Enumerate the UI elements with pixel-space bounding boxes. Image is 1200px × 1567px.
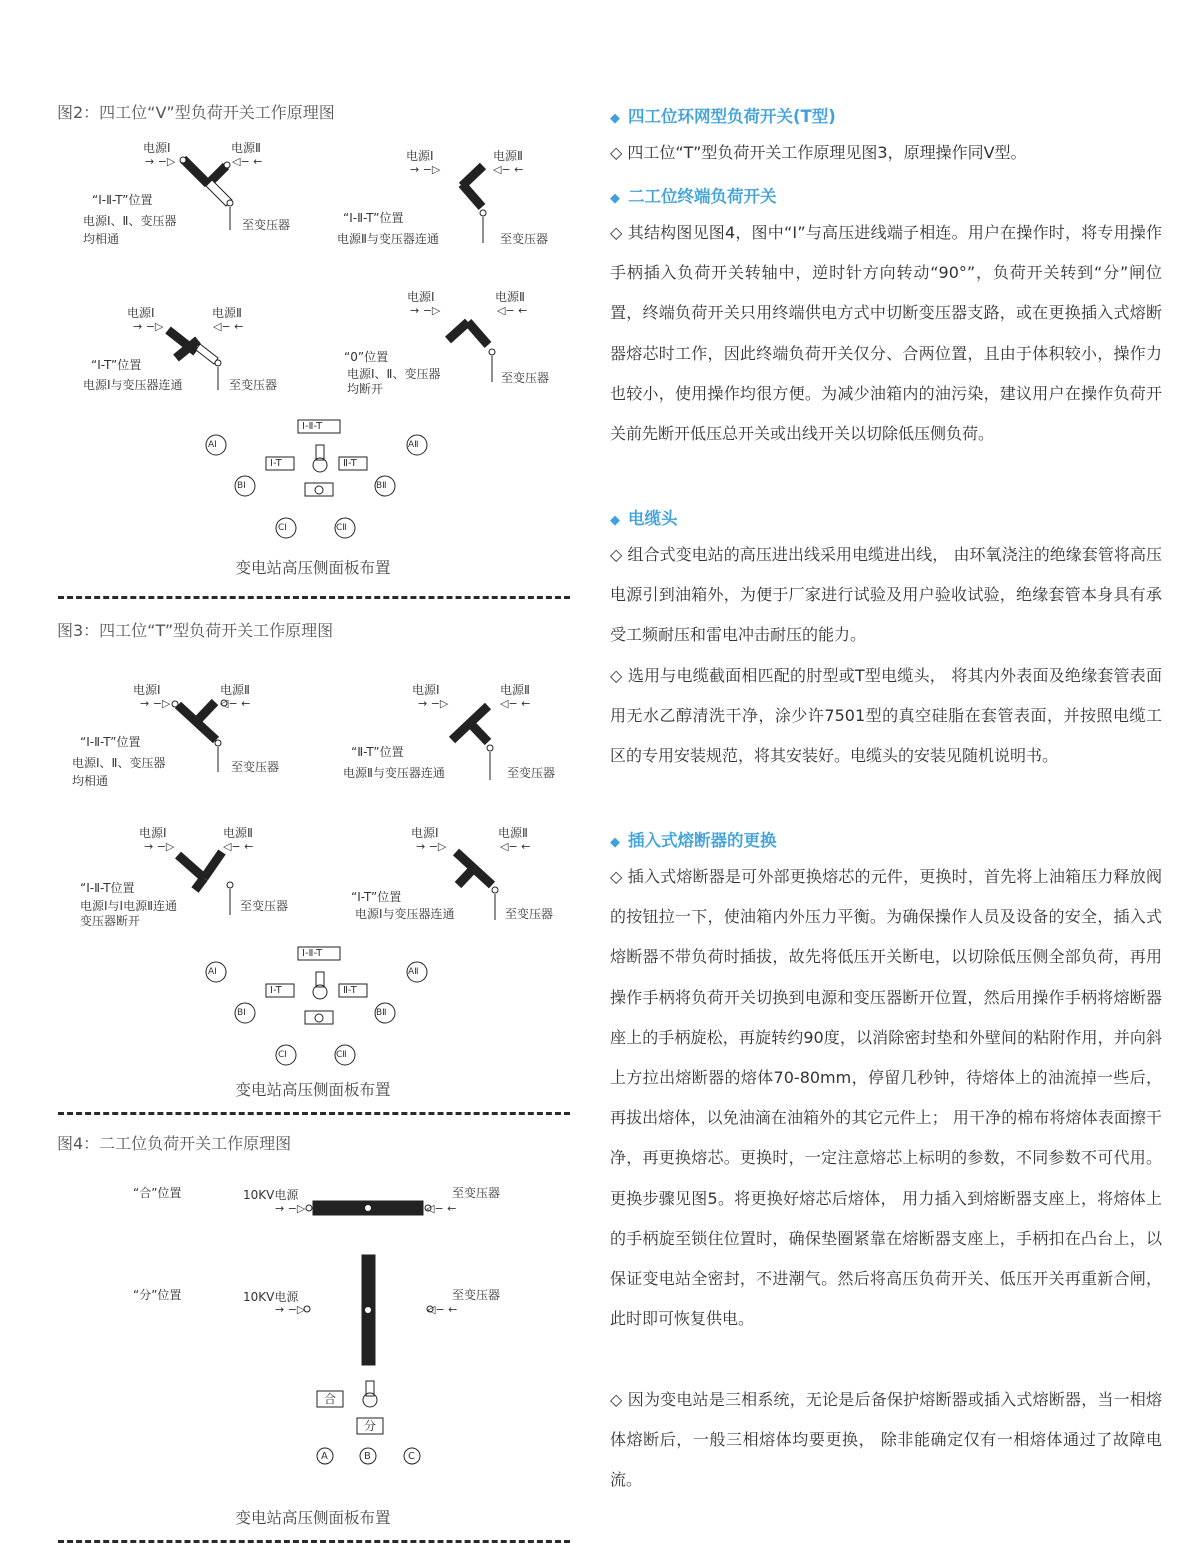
fig2-s4-src2: 电源Ⅱ [495,290,525,304]
fig2-panel-b2: BⅡ [376,481,387,491]
fig4-closed-pos: “合”位置 [133,1186,182,1200]
fig4-panel-a: A [321,1451,328,1462]
paragraph-cable-1-text: ◇ 组合式变电站的高压进出线采用电缆进出线， 由环氧浇注的绝缘套管将高压电源引到油箱外，为便于厂家进行试验及用户验收试验，绝缘套管本身具有承受工频耐压和雷电冲击耐压的能力。 [610,545,1162,645]
fig2-s4-arrow-in: → −▷ [410,304,441,317]
fig4-open-switch [304,1255,433,1365]
fig4-closed-arrow-out: ◁− ← [426,1202,457,1215]
diamond-icon: ◆ [610,191,620,206]
fig3-s3-line1: “Ⅰ-Ⅱ-T位置 [80,881,135,895]
fig2-s4-line3: 均断开 [347,382,384,396]
fig4-open-pos: “分”位置 [133,1288,182,1302]
paragraph-fuse-2 [610,1380,1162,1501]
paragraph-t-type [610,133,1162,173]
fig4-open-arrow-out: ◁− ← [427,1303,458,1316]
fig3-panel-b1: BⅠ [237,1008,246,1018]
fig2-state4-switch [448,322,495,382]
fig2-panel-caption: 变电站高压侧面板布置 [235,559,391,577]
fig3-s2-arrow-in: → −▷ [418,697,449,710]
paragraph-terminal-switch [610,213,1162,454]
fig3-s1-arrow-out: ◁− ← [220,697,251,710]
heading-cable-head [610,505,678,529]
fig3-s1-to: 至变压器 [231,760,280,774]
fig2-s1-arrow-in: → −▷ [145,155,176,168]
paragraph-fuse-1 [610,857,1162,1339]
fig4-closed-to: 至变压器 [452,1186,501,1200]
heading-fuse-replace-text: 插入式熔断器的更换 [628,831,777,850]
fig4-panel-b: B [364,1451,371,1462]
heading-ring-main-switch-text: 四工位环网型负荷开关(T型) [628,107,836,126]
fig2-state1-switch [180,157,233,230]
divider-3 [58,1540,570,1543]
fig4-panel-c: C [408,1451,415,1462]
fig4-panel-he: 合 [324,1392,337,1406]
fig3-s4-src2: 电源Ⅱ [498,826,528,840]
diamond-icon: ◆ [610,513,620,528]
fig4-panel-caption: 变电站高压侧面板布置 [235,1509,391,1527]
fig2-s2-src2: 电源Ⅱ [493,149,523,163]
fig2-s4-line2: 电源Ⅰ、Ⅱ、变压器 [347,367,441,381]
fig2-s4-src1: 电源Ⅰ [407,290,435,304]
fig3-s1-line1: “Ⅰ-Ⅱ-T”位置 [80,735,141,749]
fig3-panel-c1: CⅠ [278,1050,287,1060]
fig2-s3-arrow-out: ◁− ← [213,320,244,333]
fig2-s1-src1: 电源Ⅰ [143,141,171,155]
fig3-panel-top: Ⅰ-Ⅱ-T [302,948,323,959]
fig3-state2-switch [452,706,493,780]
fig4-open-src: 10KV电源 [243,1290,299,1304]
paragraph-t-type-text: ◇ 四工位“T”型负荷开关工作原理见图3，原理操作同V型。 [610,143,1027,162]
fig2-s3-line2: 电源Ⅰ与变压器连通 [83,378,183,392]
fig3-s4-to: 至变压器 [505,907,554,921]
fig2-s2-src1: 电源Ⅰ [406,149,434,163]
fig2-s2-arrow-out: ◁− ← [493,163,524,176]
fig3-panel-right: Ⅱ-T [343,985,357,996]
fig2-s3-arrow-in: → −▷ [133,320,164,333]
fig2-s1-to: 至变压器 [242,218,291,232]
fig4-panel-fen: 分 [364,1419,377,1433]
fig2-s3-src1: 电源Ⅰ [127,306,155,320]
fig3-s3-line2: 电源Ⅰ与Ⅰ电源Ⅱ连通 [80,899,177,913]
fig2-s4-arrow-out: ◁− ← [497,304,528,317]
fig3-s4-arrow-out: ◁− ← [500,840,531,853]
fig3-state1-switch [172,700,227,772]
fig2-panel-c1: CⅠ [278,523,287,533]
fig3-panel-b2: BⅡ [376,1008,387,1018]
fig3-s4-arrow-in: → −▷ [416,840,447,853]
fig2-s4-to: 至变压器 [501,371,550,385]
divider-1 [58,596,570,599]
fig3-s2-src2: 电源Ⅱ [500,683,530,697]
paragraph-terminal-switch-text: ◇ 其结构图见图4，图中“Ⅰ”与高压进线端子相连。用户在操作时，将专用操作手柄插入负荷开关转轴中，逆时针方向转动“90°”，负荷开关转到“分”闸位置，终端负荷开关只用终端供电方式中切断变压器支路，或在更换插入式熔断器熔芯时工作，因此终端负荷开关仅分、合两位置，且由于体积较小，操作力也较小，使用操作均很方便。为减少油箱内的油污染，建议用户在操作负荷开关前先断开低压总开关或出线开关以切除低压侧负荷。 [610,223,1162,444]
fig2-s3-line1: “Ⅰ-T”位置 [91,358,142,372]
fig3-s2-line2: 电源Ⅱ与变压器连通 [343,766,445,780]
fig2-s2-line2: 电源Ⅱ与变压器连通 [337,232,439,246]
fig3-s1-line2: 电源Ⅰ、Ⅱ、变压器 [72,756,166,770]
paragraph-cable-2 [610,656,1162,777]
fig4-caption: 图4：二工位负荷开关工作原理图 [57,1134,292,1153]
fig2-s3-src2: 电源Ⅱ [212,306,242,320]
fig2-caption: 图2：四工位“V”型负荷开关工作原理图 [57,103,335,122]
fig3-s2-to: 至变压器 [507,766,556,780]
fig2-panel-a1: AⅠ [208,440,217,450]
fig3-s3-arrow-out: ◁− ← [223,840,254,853]
paragraph-fuse-1-text: ◇ 插入式熔断器是可外部更换熔芯的元件，更换时，首先将上油箱压力释放阀的按钮拉一下，使油箱内外压力平衡。为确保操作人员及设备的安全，插入式熔断器不带负荷时插拔，故先将低压开关断电，以切除低压侧全部负荷，再用操作手柄将负荷开关切换到电源和变压器断开位置，然后用操作手柄将熔断器座上的手柄旋松，再旋转约90度，以消除密封垫和外壁间的粘附作用，并向斜上方拉出熔断器的熔体70-80mm，停留几秒钟，待熔体上的油流掉一些后，再拔出熔体，以免油滴在油箱外的其它元件上； 用干净的棉布将熔体表面擦干净，再更换熔芯。更换时，一定注意熔芯上标明的参数，不同参数不可代用。更换步骤见图5。将更换好熔芯后熔体， 用力插入到熔断器支座上，将熔体上的手柄旋至锁住位置时，确保垫圈紧靠在熔断器支座上，手柄扣在凸台上，以保证变电站全密封，不进潮气。然后将高压负荷开关、低压开关再重新合闸，此时即可恢复供电。 [610,867,1162,1329]
fig4-closed-src: 10KV电源 [243,1188,299,1202]
fig3-s1-arrow-in: → −▷ [140,697,171,710]
fig3-s4-line1: “Ⅰ-T”位置 [351,890,402,904]
diamond-icon: ◆ [610,835,620,850]
fig2-s1-line2: 电源Ⅰ、Ⅱ、变压器 [83,214,177,228]
paragraph-fuse-2-text: ◇ 因为变电站是三相系统，无论是后备保护熔断器或插入式熔断器，当一相熔体熔断后，一般三相熔体均要更换， 除非能确定仅有一相熔体通过了故障电流。 [610,1390,1162,1490]
fig2-panel-a2: AⅡ [408,440,419,450]
fig4-closed-arrow-in: → −▷ [275,1202,306,1215]
fig3-s3-to: 至变压器 [240,899,289,913]
fig3-s2-arrow-out: ◁− ← [500,697,531,710]
heading-terminal-switch [610,183,777,207]
heading-terminal-switch-text: 二工位终端负荷开关 [628,187,777,206]
fig3-s3-src2: 电源Ⅱ [223,826,253,840]
fig3-s4-src1: 电源Ⅰ [411,826,439,840]
fig3-s2-src1: 电源Ⅰ [412,683,440,697]
divider-2 [58,1112,570,1115]
fig2-s1-src2: 电源Ⅱ [231,141,261,155]
fig4-closed-switch [306,1201,431,1215]
fig3-s1-src2: 电源Ⅱ [220,683,250,697]
heading-cable-head-text: 电缆头 [628,509,678,528]
diamond-icon: ◆ [610,111,620,126]
fig3-s3-src1: 电源Ⅰ [139,826,167,840]
fig2-panel-c2: CⅡ [336,523,347,533]
fig3-state3-switch [178,852,233,915]
paragraph-cable-1 [610,535,1162,656]
fig2-s1-line3: 均相通 [83,232,120,246]
heading-fuse-replace [610,827,777,851]
fig2-s2-line1: “Ⅰ-Ⅱ-T”位置 [343,211,404,225]
fig2-s3-to: 至变压器 [229,378,278,392]
paragraph-cable-2-text: ◇ 选用与电缆截面相匹配的肘型或T型电缆头， 将其内外表面及绝缘套管表面用无水乙醇清洗干净，涂少许7501型的真空硅脂在套管表面，并按照电缆工区的专用安装规范，将其安装好。电缆头的安装见随机说明书。 [610,666,1162,766]
fig3-s1-src1: 电源Ⅰ [133,683,161,697]
fig3-s4-line2: 电源Ⅰ与变压器连通 [355,907,455,921]
fig2-s2-arrow-in: → −▷ [410,163,441,176]
fig2-s1-arrow-out: ◁− ← [232,155,263,168]
fig2-panel-right: Ⅱ-T [343,458,357,469]
fig2-panel-top: Ⅰ-Ⅱ-T [302,421,323,432]
fig2-s4-line1: “0”位置 [344,350,389,364]
fig2-s1-line1: “Ⅰ-Ⅱ-T”位置 [92,193,153,207]
fig3-panel-a2: AⅡ [408,967,419,977]
fig2-s2-to: 至变压器 [500,232,549,246]
fig2-panel-b1: BⅠ [237,481,246,491]
fig3-caption: 图3：四工位“T”型负荷开关工作原理图 [57,621,334,640]
fig3-s2-line1: “Ⅱ-T”位置 [351,745,404,759]
fig4-open-to: 至变压器 [452,1288,501,1302]
fig3-panel-c2: CⅡ [336,1050,347,1060]
fig3-s1-line3: 均相通 [72,774,109,788]
fig2-panel-left: Ⅰ-T [270,458,282,469]
heading-ring-main-switch [610,103,836,127]
fig3-panel-left: Ⅰ-T [270,985,282,996]
fig4-open-arrow-in: → −▷ [275,1303,306,1316]
fig3-panel-caption: 变电站高压侧面板布置 [235,1081,391,1099]
fig3-s3-line3: 变压器断开 [80,914,141,928]
fig3-panel-a1: AⅠ [208,967,217,977]
fig3-s3-arrow-in: → −▷ [144,840,175,853]
fig3-state4-switch [456,852,498,920]
fig2-state2-switch [462,166,486,243]
